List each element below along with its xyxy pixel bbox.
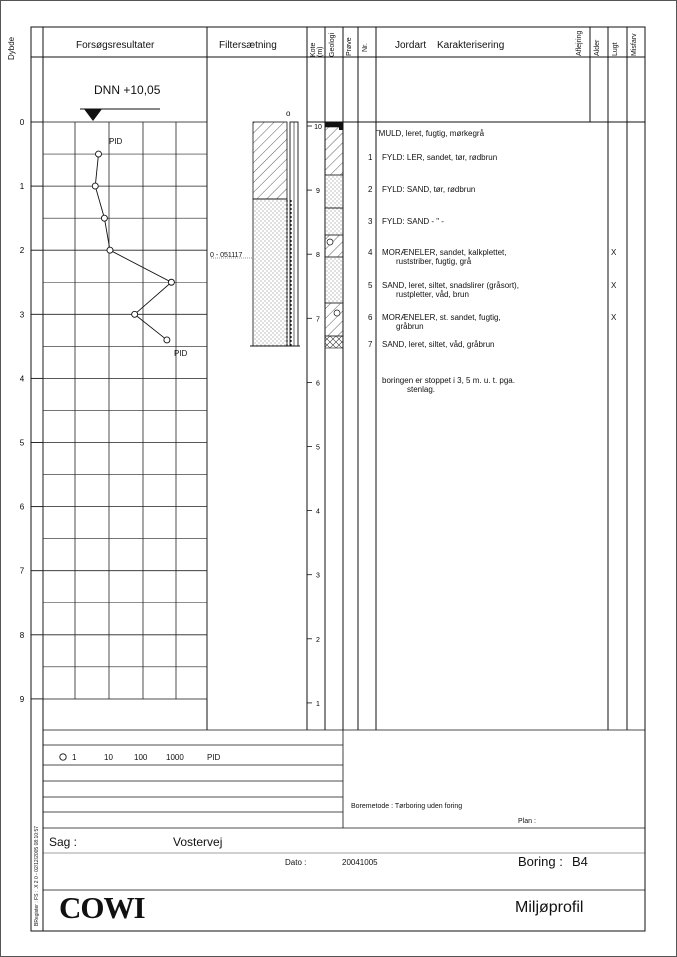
depth-tick-label: 2	[19, 246, 25, 256]
depth-tick-label: 4	[19, 374, 25, 384]
reference-arrow	[84, 109, 102, 121]
layer-description-cont: rustpletter, våd, brun	[396, 290, 469, 299]
pid-label-top: PID	[109, 137, 123, 146]
kote-tick-label: 5	[316, 444, 320, 452]
depth-tick-label: 3	[19, 310, 25, 320]
kote-tick-label: 4	[316, 508, 320, 516]
layer-nr: 5	[368, 281, 373, 290]
layer-description: FYLD: LER, sandet, tør, rødbrun	[382, 153, 498, 162]
depth-tick-label: 5	[19, 438, 25, 448]
odour-mark: X	[611, 248, 617, 257]
scale-tick-10: 10	[104, 753, 113, 762]
sample-header: Prøve	[346, 37, 353, 56]
depth-tick-label: 1	[19, 182, 25, 192]
kote-tick-label: 10	[314, 124, 322, 131]
geology-fyld-ler	[325, 127, 343, 175]
end-note-line2: stenlag.	[407, 385, 436, 394]
age-header: Alder	[594, 39, 601, 56]
kote-tick-label: 1	[316, 700, 320, 708]
geology-sand	[325, 257, 343, 303]
filter-id: 0 - 051117	[210, 252, 243, 259]
end-note-line1: boringen er stoppet i 3, 5 m. u. t. pga.	[382, 376, 515, 385]
scale-symbol-circle	[60, 754, 66, 760]
sag-value: Vostervej	[173, 835, 223, 849]
geology-moraeneler-2	[325, 303, 343, 336]
layer-description: MORÆNELER, sandet, kalkplettet,	[382, 248, 507, 257]
depth-header: Dybde	[7, 36, 16, 60]
depth-tick-label: 8	[19, 630, 25, 640]
kote-axis	[307, 124, 322, 708]
layer-nr: 3	[368, 217, 373, 226]
depth-tick-label: 7	[19, 566, 25, 576]
pid-point	[132, 311, 138, 317]
pid-point	[107, 247, 113, 253]
dato-label: Dato :	[285, 858, 307, 867]
geology-column	[325, 122, 343, 348]
reference-level: DNN +10,05	[94, 83, 161, 97]
kote-tick-label: 8	[316, 252, 320, 260]
depth-tick-label: 9	[19, 694, 25, 704]
layer-description: SAND, leret, siltet, snadslirer (gråsort),	[382, 281, 519, 290]
filter-seal-hatched	[253, 122, 287, 199]
layer-nr: 7	[368, 340, 373, 349]
cowi-logo: COWI	[59, 890, 145, 925]
layer-nr: 2	[368, 185, 373, 194]
layer-description: FYLD: SAND, tør, rødbrun	[382, 185, 476, 194]
drilling-method: Boremetode : Tørboring uden foring	[351, 803, 463, 810]
kote-tick-label: 3	[316, 572, 320, 580]
side-register-text: BRegister : FS : .X 2 0 - 02/12/2005 08:10:57	[34, 825, 40, 926]
odour-header: Lugt	[612, 42, 619, 56]
dato-value: 20041005	[342, 858, 378, 867]
sag-label: Sag :	[49, 835, 78, 849]
layer-description-cont: ruststriber, fugtig, grå	[396, 257, 472, 266]
scale-tick-1000: 1000	[166, 753, 184, 762]
pid-point	[168, 279, 174, 285]
layer-description: ˜MULD, leret, fugtig, mørkegrå	[376, 129, 485, 138]
soil-header: Jordart	[395, 40, 427, 51]
characterisation-header: Karakterisering	[437, 40, 505, 51]
pid-point	[164, 337, 170, 343]
depth-tick-label: 0	[19, 118, 25, 127]
depth-tick-label: 6	[19, 502, 25, 512]
kote-tick-label: 2	[316, 636, 320, 644]
odour-mark: X	[611, 281, 617, 290]
filter-sand-pack	[253, 199, 287, 346]
geology-fyld-sand-2	[325, 208, 343, 235]
pid-point	[101, 215, 107, 221]
boring-value: B4	[572, 854, 588, 869]
filter-header: Filtersætning	[219, 40, 277, 51]
geology-fyld-sand	[325, 175, 343, 208]
profile-title: Miljøprofil	[515, 899, 584, 916]
sample-column	[339, 122, 343, 130]
scale-unit: PID	[207, 753, 221, 762]
test-results-header: Forsøgsresultater	[76, 40, 155, 51]
pid-point	[96, 151, 102, 157]
plan-label: Plan :	[518, 818, 536, 825]
kote-tick-label: 7	[316, 316, 320, 324]
layer-description: SAND, leret, siltet, våd, gråbrun	[382, 340, 495, 349]
pid-label-bottom: PID	[174, 349, 188, 358]
test-results-grid	[43, 122, 207, 699]
odour-mark: X	[611, 313, 617, 322]
geology-header: Geologi	[329, 32, 336, 57]
boring-label: Boring :	[518, 854, 563, 869]
discolour-header: Misfarv	[631, 33, 638, 56]
layer-nr: 4	[368, 248, 373, 257]
kote-tick-label: 9	[316, 188, 320, 196]
kote-unit: (m)	[317, 46, 324, 57]
filter-installation	[211, 122, 300, 346]
geology-moraeneler	[325, 235, 343, 257]
pid-point	[92, 183, 98, 189]
deposit-header: Aflejring	[576, 30, 583, 56]
scale-tick-1: 1	[72, 753, 77, 762]
layer-description: MORÆNELER, st. sandet, fugtig,	[382, 313, 501, 322]
scale-tick-100: 100	[134, 753, 148, 762]
layer-nr: 6	[368, 313, 373, 322]
layer-description: FYLD: SAND - " -	[382, 217, 444, 226]
filter-top-marker: o	[286, 109, 291, 118]
layer-nr: 1	[368, 153, 373, 162]
geology-sand-2	[325, 336, 343, 348]
kote-header: Kote	[310, 42, 317, 57]
nr-header: Nr.	[362, 43, 369, 52]
layer-description-cont: gråbrun	[396, 322, 424, 331]
kote-tick-label: 6	[316, 380, 320, 388]
